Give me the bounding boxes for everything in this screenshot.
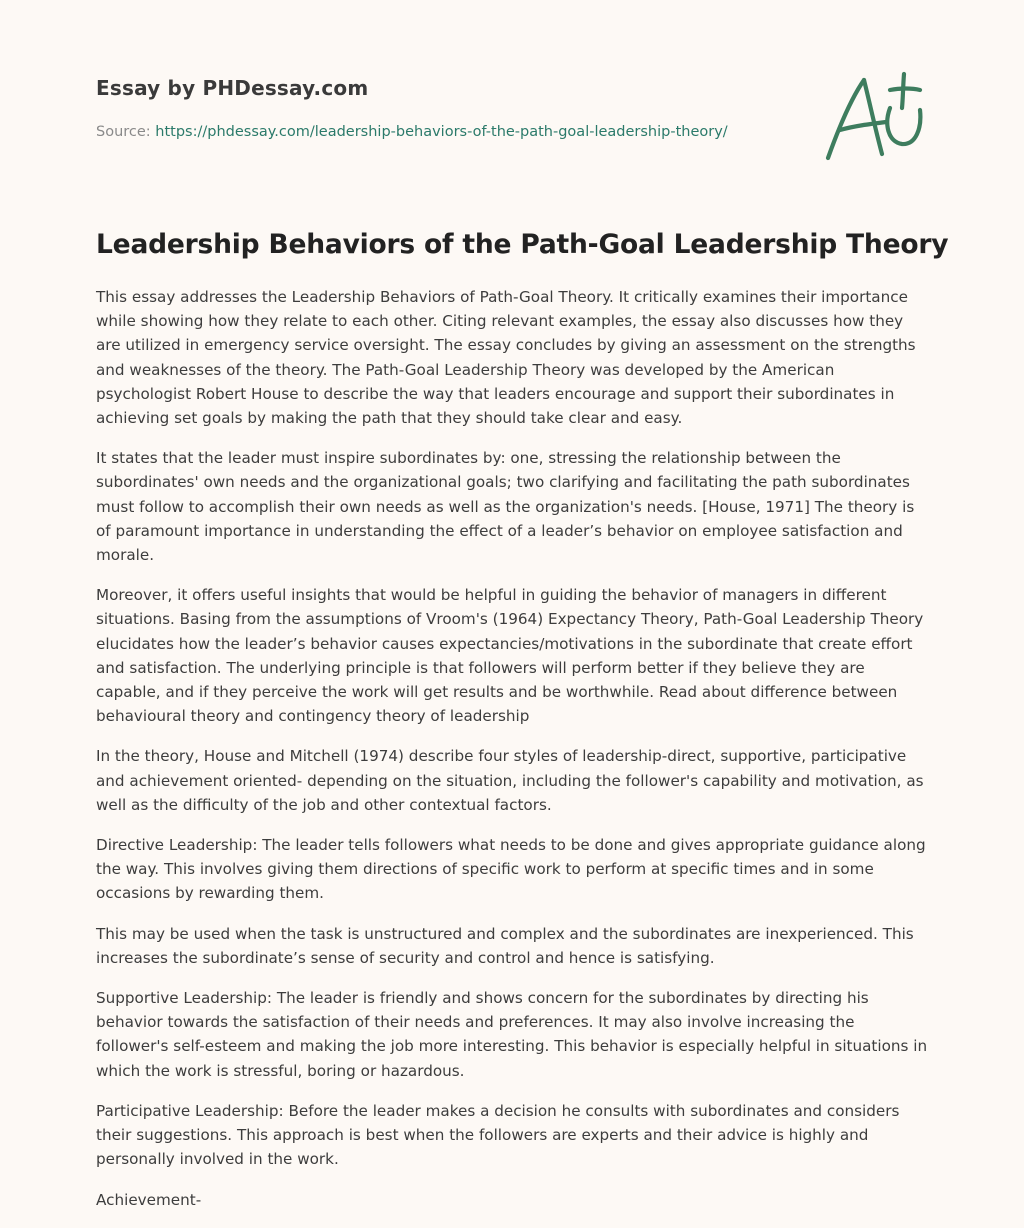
essay-paragraph: This may be used when the task is unstructured and complex and the subordinates are inexperienced. This increases the subordinate’s sense of security and control and hence is satisfying.: [96, 924, 914, 967]
source-line: [96, 124, 728, 140]
site-brand: Essay by PHDessay.com: [96, 76, 369, 100]
essay-paragraph: Directive Leadership: The leader tells followers what needs to be done and gives appropriate guidance along the way. This involves giving them directions of specific work to perform at specific times and in some occasions by rewarding them.: [96, 836, 926, 903]
essay-paragraph: It states that the leader must inspire subordinates by: one, stressing the relationship between the subordinates' own needs and the organizational goals; two clarifying and facilitating the path subordinates must follow to accomplish their own needs as well as the organization's needs. [House, 1971] The theory is of paramount importance in understanding the effect of a leader’s behavior on employee satisfaction and morale.: [96, 449, 915, 565]
essay-title: Leadership Behaviors of the Path-Goal Leadership Theory: [96, 229, 949, 260]
source-link[interactable]: https://phdessay.com/leadership-behaviors-of-the-path-goal-leadership-theory/: [155, 124, 728, 140]
essay-paragraph: Moreover, it offers useful insights that would be helpful in guiding the behavior of managers in different situations. Basing from the assumptions of Vroom's (1964) Expectancy Theory, Path-Goal Leadership Theory elucidates how the leader’s behavior causes expectancies/motivations in the subordinate that create effort and satisfaction. The underlying principle is that followers will perform better if they believe they are capable, and if they perceive the work will get results and be worthwhile. Read about difference between behavioural theory and contingency theory of leadership: [96, 586, 924, 726]
essay-paragraph: Achievement-: [96, 1190, 202, 1209]
a-plus-grade-icon: [820, 68, 928, 166]
essay-paragraph: Supportive Leadership: The leader is friendly and shows concern for the subordinates by directing his behavior towards the satisfaction of their needs and preferences. It may also involve increasing the follower's self-esteem and making the job more interesting. This behavior is especially helpful in situations in which the work is stressful, boring or hazardous.: [96, 989, 928, 1080]
source-label: Source:: [96, 124, 156, 140]
essay-paragraph: This essay addresses the Leadership Behaviors of Path-Goal Theory. It critically examines their importance while showing how they relate to each other. Citing relevant examples, the essay also discusses how they are utilized in emergency service oversight. The essay concludes by giving an assessment on the strengths and weaknesses of the theory. The Path-Goal Leadership Theory was developed by the American psychologist Robert House to describe the way that leaders encourage and support their subordinates in achieving set goals by making the path that they should take clear and easy.: [96, 288, 916, 428]
essay-body: [96, 285, 930, 1228]
essay-paragraph: In the theory, House and Mitchell (1974) describe four styles of leadership-direct, supportive, participative and achievement oriented- depending on the situation, including the follower's capability and motivation, as well as the difficulty of the job and other contextual factors.: [96, 747, 924, 814]
essay-paragraph: Participative Leadership: Before the leader makes a decision he consults with subordinates and considers their suggestions. This approach is best when the followers are experts and their advice is highly and personally involved in the work.: [96, 1101, 900, 1169]
